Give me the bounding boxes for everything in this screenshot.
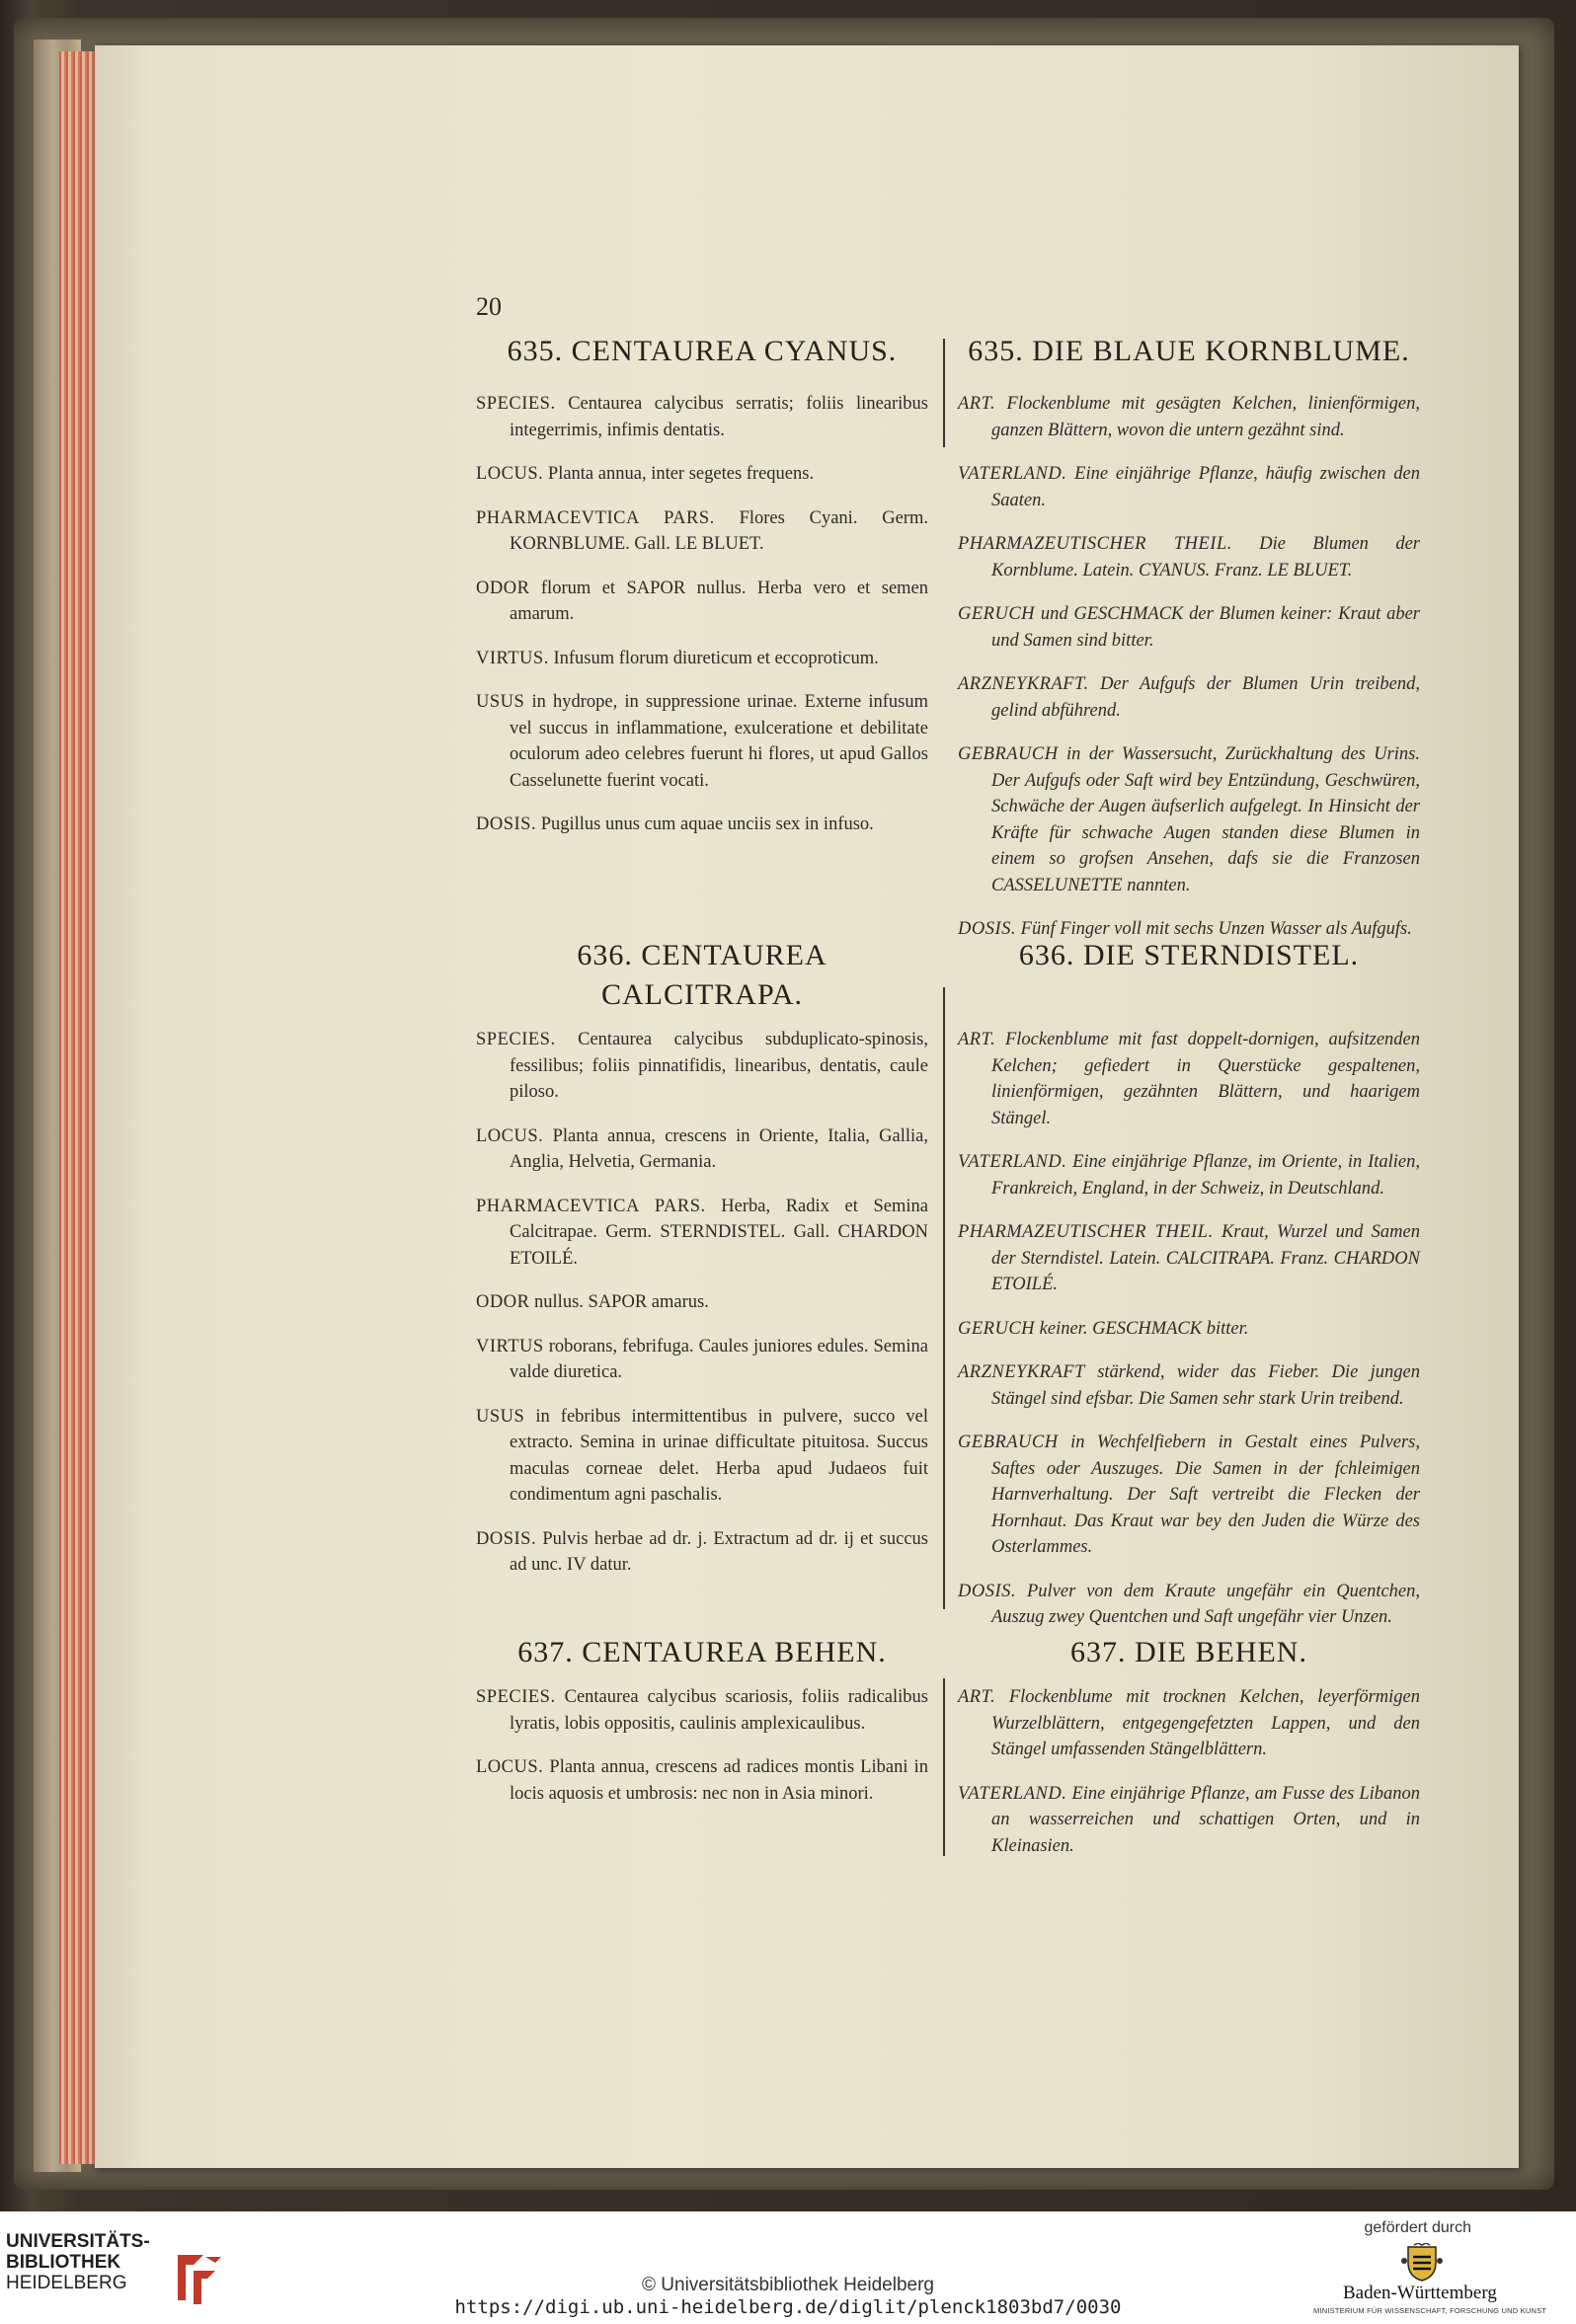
entry-text: Infusum florum diureticum et eccoproticum.	[553, 648, 879, 668]
entry-key: LOCUS.	[476, 464, 544, 484]
entry-key: ARZNEYKRAFT.	[958, 674, 1089, 694]
entry-text: Flores Cyani. Germ. KORNBLUME. Gall. LE BLUET.	[510, 507, 928, 554]
entry-text: Kraut, Wurzel und Samen der Sterndistel. Latein. CALCITRAPA. Franz. CHARDON ETOILÉ.	[991, 1222, 1421, 1294]
entry	[958, 461, 1420, 513]
entry	[476, 1334, 928, 1386]
entry-text: Pulvis herbae ad dr. j. Extractum ad dr. ij et succus ad unc. IV datur.	[510, 1528, 929, 1575]
entry-text: Centaurea calycibus subduplicato-spinosis, fessilibus; foliis pinnatifidis, linearibus, dentatis, caule piloso.	[510, 1030, 928, 1102]
entry-text: stärkend, wider das Fieber. Die jungen Stängel sind efsbar. Die Samen sehr stark Urin treibend.	[991, 1362, 1421, 1409]
latin-column	[476, 1633, 928, 1832]
entry	[476, 1289, 928, 1316]
entry-text: Der Aufgufs der Blumen Urin treibend, gelind abführend.	[991, 674, 1420, 721]
entry	[476, 1027, 928, 1106]
entry	[958, 1359, 1420, 1412]
entry-key: DOSIS.	[476, 814, 537, 834]
entry-text: Centaurea calycibus scariosis, foliis radicalibus lyratis, lobis oppositis, caulinis amplexicaulibus.	[510, 1687, 928, 1734]
sponsor-block[interactable]	[1284, 2219, 1570, 2322]
entry-key: LOCUS.	[476, 1757, 544, 1777]
copyright-notice: © Universitätsbibliothek Heidelberg	[642, 2275, 934, 2295]
entry-key: VATERLAND.	[958, 1783, 1067, 1804]
section-635-german	[958, 332, 1420, 943]
entry	[476, 391, 928, 443]
entry	[476, 1123, 928, 1176]
entry-key: LOCUS.	[476, 1125, 544, 1146]
entry-key: DOSIS.	[958, 1581, 1017, 1601]
section-637-latin	[476, 1633, 928, 1807]
entry-text: Planta annua, crescens ad radices montis Libani in locis aquosis et umbrosis: nec non in Asia minori.	[510, 1757, 928, 1804]
entry	[476, 461, 928, 488]
entry-text: in febribus intermittentibus in pulvere, succo vel extracto. Semina in urinae difficultate pituitosa. Succus maculas corneae delet. Herba apud Judaeos fuit condimentum agni paschalis.	[510, 1406, 929, 1505]
entry	[958, 1781, 1420, 1860]
entry-text: Herba, Radix et Semina Calcitrapae. Germ. STERNDISTEL. Gall. CHARDON ETOILÉ.	[510, 1196, 928, 1269]
entry-key: VATERLAND.	[958, 464, 1067, 484]
entry-text: Fünf Finger voll mit sechs Unzen Wasser als Aufgufs.	[1020, 919, 1412, 939]
entry-key: USUS	[476, 1406, 525, 1427]
entry	[958, 1219, 1420, 1298]
section-heading: 635. CENTAUREA CYANUS.	[507, 335, 898, 367]
entry-key: PHARMAZEUTISCHER THEIL.	[958, 534, 1232, 554]
entry-text: Planta annua, inter segetes frequens.	[547, 464, 815, 484]
entry	[958, 601, 1420, 654]
entry-text: keiner. GESCHMACK bitter.	[1039, 1318, 1249, 1339]
section-heading: 637. CENTAUREA BEHEN.	[517, 1636, 887, 1668]
entry	[958, 671, 1420, 724]
entry-key: PHARMACEVTICA PARS.	[476, 507, 715, 528]
entry	[476, 812, 928, 838]
entry-text: Planta annua, crescens in Oriente, Italia, Gallia, Anglia, Helvetia, Germania.	[510, 1125, 928, 1172]
entry	[958, 391, 1420, 443]
entry-text: Flockenblume mit gesägten Kelchen, linienförmigen, ganzen Blättern, wovon die untern gezähnt sind.	[991, 394, 1420, 440]
entry-key: ODOR	[476, 578, 530, 598]
entry-key: USUS	[476, 692, 525, 712]
section-635-latin	[476, 332, 928, 838]
library-name-line: UNIVERSITÄTS-	[6, 2231, 150, 2252]
entry-text: Eine einjährige Pflanze, am Fusse des Libanon an wasserreichen und schattigen Orten, und in Kleinasien.	[991, 1783, 1421, 1856]
entry-key: GERUCH	[958, 604, 1036, 624]
entry-key: GEBRAUCH	[958, 744, 1059, 764]
entry-key: ART.	[958, 1687, 996, 1707]
section-heading: 637. DIE BEHEN.	[1070, 1636, 1307, 1668]
sponsor-label: gefördert durch	[1364, 2219, 1471, 2236]
entry	[958, 741, 1420, 898]
entry	[958, 1684, 1420, 1763]
section-636-latin	[476, 936, 928, 1579]
entry-text: Eine einjährige Pflanze, häufig zwischen den Saaten.	[991, 464, 1420, 510]
entry-text: Centaurea calycibus serratis; foliis linearibus integerrimis, infimis dentatis.	[510, 394, 928, 440]
entry	[958, 1149, 1420, 1201]
entry-key: VIRTUS.	[476, 648, 549, 668]
section-636-german	[958, 936, 1420, 1631]
entry-text: roborans, febrifuga. Caules juniores edules. Semina valde diuretica.	[510, 1336, 928, 1382]
entry-text: Pugillus unus cum aquae unciis sex in infuso.	[540, 814, 874, 834]
entry-text: in Wechfelfiebern in Gestalt eines Pulvers, Saftes oder Auszuges. Die Samen in der fchleimigen Harnverhaltung. Der Saft vertreibt die Flecken der Hornhaut. Das Kraut war bey den Juden die Würze des Osterlammes.	[991, 1433, 1420, 1557]
entry-text: Pulver von dem Kraute ungefähr ein Quentchen, Auszug zwey Quentchen und Saft ungefähr vier Unzen.	[991, 1581, 1421, 1627]
page-number: 20	[476, 292, 502, 321]
entry-text: Die Blumen der Kornblume. Latein. CYANUS. Franz. LE BLUET.	[991, 534, 1421, 581]
entry	[476, 1404, 928, 1509]
entry	[476, 505, 928, 558]
section-heading: 636. DIE STERNDISTEL.	[1018, 939, 1360, 971]
entry	[476, 1526, 928, 1579]
entry-text: Flockenblume mit trocknen Kelchen, leyerförmigen Wurzelblättern, entgegengefetzten Lappen, und den Stängel umfassenden Stängelblättern.	[991, 1687, 1420, 1759]
section-heading: 635. DIE BLAUE KORNBLUME.	[968, 335, 1410, 367]
entry	[958, 1027, 1420, 1131]
section-heading: 636. CENTAUREA CALCITRAPA.	[577, 939, 827, 1011]
entry	[476, 689, 928, 794]
coat-of-arms-icon	[1400, 2243, 1444, 2283]
entry	[958, 1579, 1420, 1631]
entry-key: VATERLAND.	[958, 1152, 1067, 1172]
entry-key: PHARMACEVTICA PARS.	[476, 1196, 706, 1216]
entry	[476, 646, 928, 672]
entry-key: VIRTUS	[476, 1336, 544, 1356]
section-637-german	[958, 1633, 1420, 1859]
entry-key: ART.	[958, 394, 996, 414]
german-column	[958, 936, 1420, 1657]
entry-text: nullus. SAPOR amarus.	[534, 1292, 709, 1312]
entry	[476, 576, 928, 628]
entry-key: PHARMAZEUTISCHER THEIL.	[958, 1222, 1214, 1242]
entry-key: SPECIES.	[476, 1030, 556, 1049]
entry-key: SPECIES.	[476, 1687, 556, 1707]
viewer-footer	[0, 2211, 1576, 2324]
entry-key: SPECIES.	[476, 394, 556, 414]
entry-key: ART.	[958, 1030, 996, 1049]
column-divider	[943, 339, 945, 447]
entry-text: in der Wassersucht, Zurückhaltung des Urins. Der Aufgufs oder Saft wird bey Entzündung, Geschwüren, Schwäche der Augen äufserlich aufgelegt. In Hinsicht der Kräfte für schwache Augen standen diese Blumen in einem so grofsen Ansehen, dafs sie die Franzosen CASSELUNETTE nannten.	[991, 744, 1421, 895]
latin-column	[476, 332, 928, 864]
entry-key: GERUCH	[958, 1318, 1036, 1339]
entry-key: GEBRAUCH	[958, 1433, 1059, 1452]
entry	[958, 1316, 1420, 1343]
entry	[476, 1684, 928, 1737]
sponsor-ministry: MINISTERIUM FÜR WISSENSCHAFT, FORSCHUNG UND KUNST	[1313, 2306, 1547, 2315]
sponsor-name: Baden-Württemberg	[1343, 2283, 1497, 2303]
entry-key: ODOR	[476, 1292, 530, 1312]
latin-column	[476, 936, 928, 1604]
entry-key: DOSIS.	[958, 919, 1017, 939]
entry	[958, 1430, 1420, 1561]
entry	[958, 531, 1420, 583]
library-name-line: HEIDELBERG	[6, 2273, 127, 2293]
german-column	[958, 1633, 1420, 1885]
column-divider	[943, 987, 945, 1609]
page-edges	[59, 51, 97, 2164]
library-name-line: BIBLIOTHEK	[6, 2252, 121, 2273]
entry-text: florum et SAPOR nullus. Herba vero et semen amarum.	[510, 578, 929, 624]
entry-text: und GESCHMACK der Blumen keiner: Kraut aber und Samen sind bitter.	[991, 604, 1420, 651]
german-column	[958, 332, 1420, 968]
entry-text: in hydrope, in suppressione urinae. Externe infusum vel succus in inflammatione, exulceratione et debilitate oculorum adeo celebres fuerunt hi flores, ut apud Gallos Casselunette fuerint vocati.	[510, 692, 929, 791]
entry-key: DOSIS.	[476, 1528, 537, 1549]
entry	[476, 1754, 928, 1807]
column-divider	[943, 1678, 945, 1856]
permalink[interactable]: https://digi.ub.uni-heidelberg.de/diglit/plenck1803bd7/0030	[454, 2296, 1122, 2318]
entry-key: ARZNEYKRAFT	[958, 1362, 1085, 1382]
entry-text: Flockenblume mit fast doppelt-dornigen, aufsitzenden Kelchen; gefiedert in Querstücke gespaltenen, linienförmigen, gezähnten Blättern, und haarigem Stängel.	[991, 1030, 1420, 1128]
entry-text: Eine einjährige Pflanze, im Oriente, in Italien, Frankreich, England, in der Schweiz, in Deutschland.	[991, 1152, 1420, 1199]
entry	[476, 1194, 928, 1273]
